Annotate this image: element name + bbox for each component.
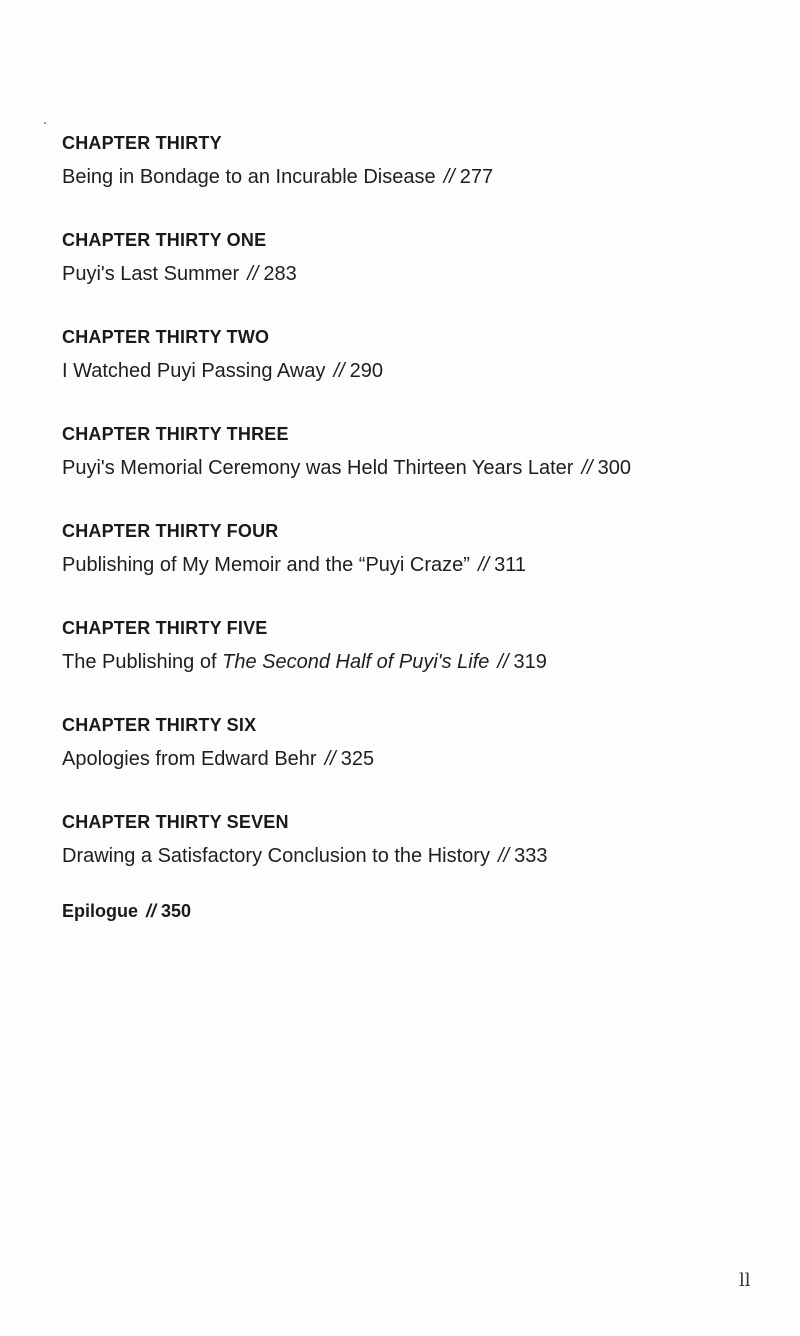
chapter-title-line xyxy=(62,164,762,190)
chapter-heading: CHAPTER THIRTY TWO xyxy=(62,327,270,347)
page-separator: // xyxy=(477,554,490,576)
page-number: 319 xyxy=(513,651,547,673)
toc-entry-chapter-31 xyxy=(62,228,762,287)
chapter-title: Puyi's Memorial Ceremony was Held Thirteen Years Later xyxy=(62,457,574,479)
page-number: 300 xyxy=(597,457,631,479)
chapter-heading: CHAPTER THIRTY xyxy=(62,133,222,153)
page-number: 350 xyxy=(161,901,192,921)
chapter-title: Apologies from Edward Behr xyxy=(62,748,317,770)
chapter-heading: CHAPTER THIRTY SEVEN xyxy=(62,812,289,832)
chapter-heading: CHAPTER THIRTY FIVE xyxy=(62,618,268,638)
page-separator: // xyxy=(497,651,509,673)
page-number: 290 xyxy=(349,360,383,382)
toc-entry-chapter-33 xyxy=(62,422,762,481)
chapter-title: I Watched Puyi Passing Away xyxy=(62,360,326,382)
chapter-title-line xyxy=(62,358,762,384)
chapter-title: Drawing a Satisfactory Conclusion to the History xyxy=(62,845,490,867)
folio-page-number: ll xyxy=(739,1270,751,1291)
toc-entry-chapter-37 xyxy=(62,810,762,869)
ink-speck xyxy=(44,122,46,124)
chapter-heading: CHAPTER THIRTY FOUR xyxy=(62,521,279,541)
toc-entry-epilogue xyxy=(62,899,762,923)
chapter-title-prefix: The Publishing of xyxy=(62,651,223,673)
chapter-title-line xyxy=(62,746,762,772)
chapter-title-line xyxy=(62,455,762,481)
chapter-title-line xyxy=(62,843,762,869)
toc-entry-chapter-34 xyxy=(62,519,762,578)
page-separator: // xyxy=(146,901,157,921)
toc-entry-chapter-32 xyxy=(62,325,762,384)
page-separator: // xyxy=(333,360,345,382)
page-number: 277 xyxy=(459,166,494,188)
page-separator: // xyxy=(443,166,455,188)
chapter-title-line xyxy=(62,649,762,675)
chapter-title-line xyxy=(62,261,762,287)
page-separator: // xyxy=(581,457,593,479)
chapter-heading: CHAPTER THIRTY SIX xyxy=(62,715,257,735)
chapter-heading: CHAPTER THIRTY ONE xyxy=(62,230,267,250)
page-number: 333 xyxy=(514,845,548,867)
page-number: 311 xyxy=(494,554,526,576)
table-of-contents xyxy=(62,131,762,923)
chapter-title: Puyi's Last Summer xyxy=(62,263,240,285)
page-separator: // xyxy=(324,748,336,770)
epilogue-label: Epilogue xyxy=(62,901,138,921)
chapter-title: Being in Bondage to an Incurable Disease xyxy=(62,166,436,188)
chapter-title-line xyxy=(62,552,762,578)
toc-entry-chapter-36 xyxy=(62,713,762,772)
chapter-title: Publishing of My Memoir and the “Puyi Craze” xyxy=(62,554,470,576)
page-number: 325 xyxy=(340,748,375,770)
page-number: 283 xyxy=(263,263,297,285)
page-separator: // xyxy=(247,263,259,285)
toc-entry-chapter-30 xyxy=(62,131,762,190)
page-separator: // xyxy=(497,845,510,867)
chapter-heading: CHAPTER THIRTY THREE xyxy=(62,424,289,444)
toc-entry-chapter-35 xyxy=(62,616,762,675)
book-title: The Second Half of Puyi's Life xyxy=(222,651,490,673)
